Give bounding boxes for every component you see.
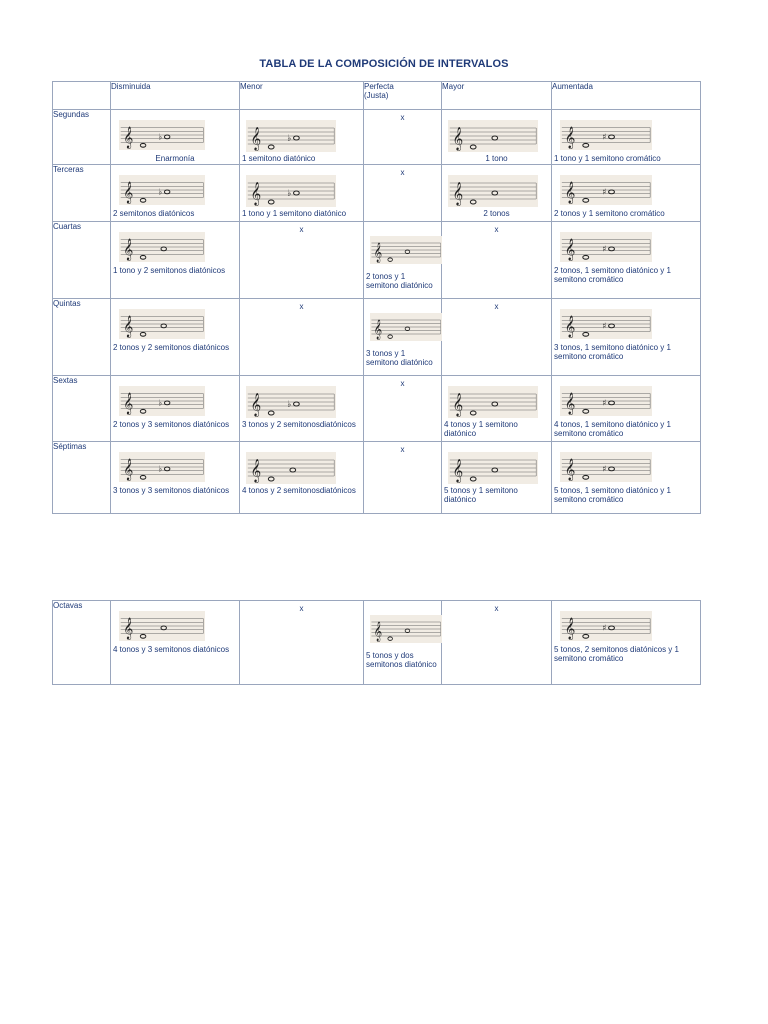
interval-cell — [364, 376, 442, 442]
whole-note-icon — [609, 467, 615, 471]
treble-clef-icon: 𝄞 — [564, 459, 576, 481]
row-label: Sextas — [53, 376, 111, 442]
row-label: Quintas — [53, 299, 111, 376]
page-title: TABLA DE LA COMPOSICIÓN DE INTERVALOS — [259, 58, 509, 70]
treble-clef-icon: 𝄞 — [564, 239, 576, 261]
flat-icon: ♭ — [287, 188, 292, 200]
staff-graphic — [119, 120, 205, 150]
interval-cell — [111, 601, 240, 685]
staff-graphic — [246, 386, 336, 418]
music-staff — [370, 313, 442, 341]
interval-cell — [240, 442, 364, 514]
table-row — [53, 165, 701, 222]
interval-cell — [240, 165, 364, 222]
table-row — [53, 110, 701, 165]
whole-note-icon — [140, 143, 146, 147]
staff-graphic — [448, 175, 538, 207]
interval-caption: 4 tonos, 1 semitono diatónico y 1 semitono cromático — [554, 420, 671, 438]
interval-cell — [111, 165, 240, 222]
whole-note-icon — [140, 255, 146, 259]
flat-icon: ♭ — [158, 463, 163, 474]
treble-clef-icon: 𝄞 — [373, 318, 383, 340]
interval-cell — [364, 110, 442, 165]
row-label: Octavas — [53, 601, 111, 685]
staff-graphic — [560, 452, 652, 482]
interval-caption: 4 tonos y 3 semitonos diatónicos — [113, 645, 230, 654]
music-staff — [448, 386, 538, 418]
treble-clef-icon: 𝄞 — [250, 459, 262, 483]
sharp-icon: ♯ — [602, 463, 607, 474]
staff-graphic — [560, 386, 652, 416]
treble-clef-icon: 𝄞 — [123, 617, 134, 640]
interval-cell — [364, 299, 442, 376]
staff-graphic — [448, 120, 538, 152]
treble-clef-icon: 𝄞 — [123, 181, 134, 204]
treble-clef-icon: 𝄞 — [250, 393, 262, 417]
staff-graphic — [560, 232, 652, 262]
interval-caption: 2 tonos, 1 semitono diatónico y 1 semitono cromático — [554, 266, 671, 284]
flat-icon: ♭ — [287, 399, 292, 411]
whole-note-icon — [609, 247, 615, 251]
interval-caption: 4 tonos y 1 semitono diatónico — [444, 420, 518, 438]
interval-cell — [240, 376, 364, 442]
interval-cell — [240, 222, 364, 299]
interval-cell — [552, 442, 701, 514]
treble-clef-icon: 𝄞 — [123, 315, 134, 338]
interval-caption: 3 tonos y 2 semitonosdiatónicos — [242, 420, 356, 429]
interval-caption: 2 tonos — [483, 209, 510, 218]
interval-cell — [442, 442, 552, 514]
whole-note-icon — [140, 634, 146, 638]
treble-clef-icon: 𝄞 — [452, 459, 464, 483]
whole-note-icon — [492, 402, 498, 406]
interval-cell — [552, 222, 701, 299]
music-staff — [246, 175, 336, 207]
interval-caption: 4 tonos y 2 semitonosdiatónicos — [242, 486, 356, 495]
interval-cell — [552, 376, 701, 442]
whole-note-icon — [609, 135, 615, 139]
music-staff — [246, 386, 336, 418]
interval-cell — [552, 299, 701, 376]
not-applicable-mark: x — [400, 113, 405, 122]
whole-note-icon — [388, 637, 393, 641]
not-applicable-mark: x — [494, 604, 499, 613]
music-staff — [119, 309, 205, 339]
treble-clef-icon: 𝄞 — [250, 182, 262, 206]
whole-note-icon — [492, 136, 498, 140]
header-corner — [53, 82, 111, 110]
whole-note-icon — [161, 324, 167, 328]
whole-note-icon — [140, 198, 146, 202]
table-row — [53, 376, 701, 442]
music-staff — [560, 175, 652, 205]
interval-cell — [442, 110, 552, 165]
not-applicable-mark: x — [299, 604, 304, 613]
interval-caption: 2 tonos y 2 semitonos diatónicos — [113, 343, 230, 352]
music-staff — [119, 611, 205, 641]
interval-caption: 2 tonos y 1 semitono cromático — [554, 209, 665, 218]
whole-note-icon — [583, 143, 589, 147]
whole-note-icon — [290, 468, 296, 472]
table-row — [53, 299, 701, 376]
interval-cell — [240, 299, 364, 376]
treble-clef-icon: 𝄞 — [373, 620, 383, 642]
whole-note-icon — [268, 477, 274, 481]
treble-clef-icon: 𝄞 — [123, 458, 134, 481]
whole-note-icon — [388, 335, 393, 339]
interval-caption: 3 tonos y 3 semitonos diatónicos — [113, 486, 230, 495]
interval-cell — [552, 165, 701, 222]
whole-note-icon — [492, 468, 498, 472]
whole-note-icon — [583, 634, 589, 638]
sharp-icon: ♯ — [602, 320, 607, 331]
header-row — [53, 82, 701, 110]
interval-cell — [552, 110, 701, 165]
interval-cell — [364, 442, 442, 514]
staff-graphic — [370, 313, 442, 341]
treble-clef-icon: 𝄞 — [452, 127, 464, 151]
music-staff — [370, 615, 442, 643]
whole-note-icon — [405, 250, 410, 254]
staff-graphic — [119, 452, 205, 482]
interval-cell — [442, 222, 552, 299]
interval-caption: 1 tono y 1 semitono cromático — [554, 154, 661, 163]
interval-caption: 5 tonos, 1 semitono diatónico y 1 semitono cromático — [554, 486, 671, 504]
whole-note-icon — [268, 145, 274, 149]
whole-note-icon — [161, 626, 167, 630]
whole-note-icon — [294, 136, 300, 140]
interval-cell — [240, 110, 364, 165]
flat-icon: ♭ — [287, 133, 292, 145]
whole-note-icon — [583, 332, 589, 336]
interval-cell — [364, 601, 442, 685]
whole-note-icon — [140, 409, 146, 413]
interval-cell — [111, 110, 240, 165]
interval-cell — [552, 601, 701, 685]
whole-note-icon — [405, 327, 410, 331]
music-staff — [448, 175, 538, 207]
whole-note-icon — [388, 258, 393, 262]
whole-note-icon — [405, 629, 410, 633]
interval-caption: 3 tonos, 1 semitono diatónico y 1 semitono cromático — [554, 343, 671, 361]
octaves-table — [52, 600, 701, 685]
music-staff — [560, 309, 652, 339]
interval-caption: 2 semitonos diatónicos — [113, 209, 195, 218]
interval-caption: 1 semitono diatónico — [242, 154, 316, 163]
treble-clef-icon: 𝄞 — [373, 241, 383, 263]
music-staff — [119, 175, 205, 205]
treble-clef-icon: 𝄞 — [564, 127, 576, 149]
whole-note-icon — [583, 255, 589, 259]
table-row — [53, 222, 701, 299]
row-label: Séptimas — [53, 442, 111, 514]
music-staff — [560, 611, 652, 641]
music-staff — [119, 452, 205, 482]
whole-note-icon — [140, 332, 146, 336]
music-staff — [560, 120, 652, 150]
interval-cell — [442, 376, 552, 442]
staff-graphic — [560, 309, 652, 339]
staff-graphic — [448, 386, 538, 418]
music-staff — [560, 232, 652, 262]
interval-cell — [111, 222, 240, 299]
flat-icon: ♭ — [158, 186, 163, 197]
music-staff — [448, 452, 538, 484]
treble-clef-icon: 𝄞 — [250, 127, 262, 151]
whole-note-icon — [583, 409, 589, 413]
staff-graphic — [560, 611, 652, 641]
whole-note-icon — [470, 411, 476, 415]
table-row — [53, 442, 701, 514]
not-applicable-mark: x — [299, 225, 304, 234]
interval-cell — [442, 299, 552, 376]
whole-note-icon — [268, 200, 274, 204]
not-applicable-mark: x — [494, 302, 499, 311]
staff-graphic — [370, 615, 442, 643]
whole-note-icon — [609, 626, 615, 630]
sharp-icon: ♯ — [602, 622, 607, 633]
whole-note-icon — [583, 198, 589, 202]
treble-clef-icon: 𝄞 — [452, 182, 464, 206]
music-staff — [448, 120, 538, 152]
interval-caption: 1 tono y 1 semitono diatónico — [242, 209, 347, 218]
music-staff — [560, 452, 652, 482]
interval-caption: 1 tono — [485, 154, 508, 163]
whole-note-icon — [609, 324, 615, 328]
staff-graphic — [119, 386, 205, 416]
interval-caption: 5 tonos y 1 semitono diatónico — [444, 486, 518, 504]
column-header: Menor — [240, 82, 364, 110]
music-staff — [560, 386, 652, 416]
treble-clef-icon: 𝄞 — [564, 182, 576, 204]
whole-note-icon — [609, 190, 615, 194]
treble-clef-icon: 𝄞 — [123, 238, 134, 261]
treble-clef-icon: 𝄞 — [564, 393, 576, 415]
row-label: Segundas — [53, 110, 111, 165]
interval-cell — [111, 299, 240, 376]
staff-graphic — [119, 175, 205, 205]
not-applicable-mark: x — [400, 168, 405, 177]
interval-caption: Enarmonía — [155, 154, 195, 163]
whole-note-icon — [470, 145, 476, 149]
whole-note-icon — [161, 247, 167, 251]
not-applicable-mark: x — [494, 225, 499, 234]
interval-caption: 5 tonos, 2 semitonos diatónicos y 1 semitono cromático — [554, 645, 679, 663]
interval-cell — [240, 601, 364, 685]
whole-note-icon — [492, 191, 498, 195]
whole-note-icon — [164, 401, 170, 405]
intervals-table — [52, 81, 701, 514]
treble-clef-icon: 𝄞 — [564, 316, 576, 338]
interval-caption: 2 tonos y 1 semitono diatónico — [366, 272, 433, 290]
whole-note-icon — [470, 477, 476, 481]
treble-clef-icon: 𝄞 — [452, 393, 464, 417]
treble-clef-icon: 𝄞 — [123, 126, 134, 149]
row-label: Terceras — [53, 165, 111, 222]
whole-note-icon — [164, 135, 170, 139]
sharp-icon: ♯ — [602, 243, 607, 254]
music-staff — [246, 452, 336, 484]
not-applicable-mark: x — [299, 302, 304, 311]
music-staff — [246, 120, 336, 152]
whole-note-icon — [268, 411, 274, 415]
interval-cell — [442, 165, 552, 222]
row-label: Cuartas — [53, 222, 111, 299]
not-applicable-mark: x — [400, 379, 405, 388]
treble-clef-icon: 𝄞 — [123, 392, 134, 415]
staff-graphic — [246, 452, 336, 484]
whole-note-icon — [140, 475, 146, 479]
staff-graphic — [246, 175, 336, 207]
interval-cell — [364, 165, 442, 222]
staff-graphic — [119, 309, 205, 339]
staff-graphic — [119, 611, 205, 641]
interval-caption: 5 tonos y dos semitonos diatónico — [366, 651, 437, 669]
flat-icon: ♭ — [158, 397, 163, 408]
staff-graphic — [246, 120, 336, 152]
interval-cell — [111, 442, 240, 514]
interval-caption: 3 tonos y 1 semitono diatónico — [366, 349, 433, 367]
staff-graphic — [119, 232, 205, 262]
whole-note-icon — [470, 200, 476, 204]
music-staff — [370, 236, 442, 264]
sharp-icon: ♯ — [602, 397, 607, 408]
staff-graphic — [448, 452, 538, 484]
music-staff — [119, 232, 205, 262]
whole-note-icon — [164, 467, 170, 471]
column-header: Mayor — [442, 82, 552, 110]
whole-note-icon — [294, 402, 300, 406]
whole-note-icon — [583, 475, 589, 479]
interval-cell — [442, 601, 552, 685]
whole-note-icon — [164, 190, 170, 194]
flat-icon: ♭ — [158, 131, 163, 142]
table-row — [53, 601, 701, 685]
interval-cell — [364, 222, 442, 299]
whole-note-icon — [609, 401, 615, 405]
interval-caption: 1 tono y 2 semitonos diatónicos — [113, 266, 226, 275]
sharp-icon: ♯ — [602, 131, 607, 142]
staff-graphic — [370, 236, 442, 264]
not-applicable-mark: x — [400, 445, 405, 454]
staff-graphic — [560, 120, 652, 150]
sharp-icon: ♯ — [602, 186, 607, 197]
column-header: Aumentada — [552, 82, 701, 110]
staff-graphic — [560, 175, 652, 205]
column-header: Disminuida — [111, 82, 240, 110]
treble-clef-icon: 𝄞 — [564, 618, 576, 640]
music-staff — [119, 120, 205, 150]
column-header: Perfecta (Justa) — [364, 82, 442, 110]
music-staff — [119, 386, 205, 416]
interval-caption: 2 tonos y 3 semitonos diatónicos — [113, 420, 230, 429]
whole-note-icon — [294, 191, 300, 195]
interval-cell — [111, 376, 240, 442]
